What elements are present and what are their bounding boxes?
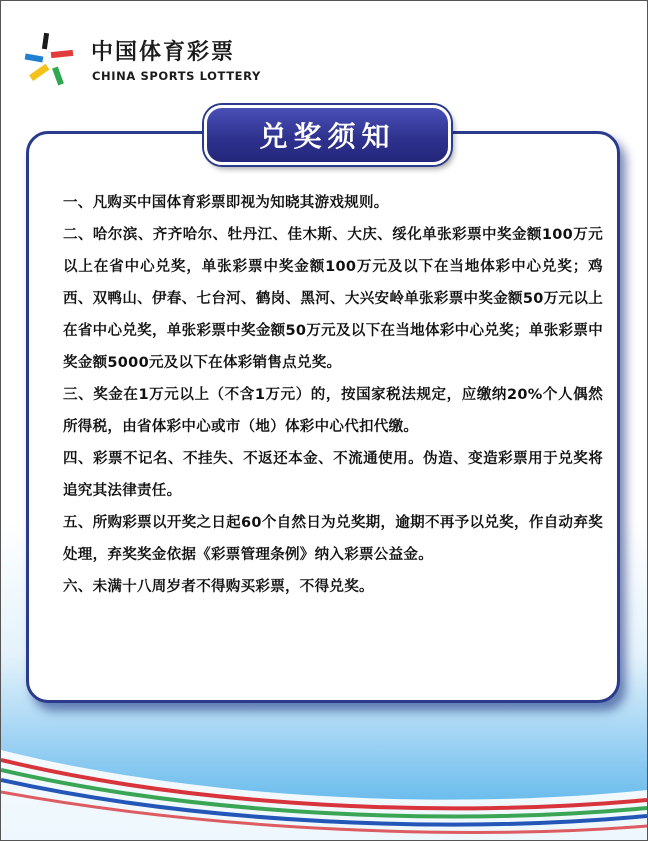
lottery-star-icon bbox=[21, 31, 77, 87]
china-sports-lottery-logo bbox=[21, 29, 281, 89]
rule-item: 五、所购彩票以开奖之日起60个自然日为兑奖期，逾期不再予以兑奖，作自动弃奖处理，弃奖奖金依据《彩票管理条例》纳入彩票公益金。 bbox=[63, 515, 603, 563]
rules-list bbox=[63, 187, 603, 603]
rule-item: 三、奖金在1万元以上（不含1万元）的，按国家税法规定，应缴纳20%个人偶然所得税，由省体彩中心或市（地）体彩中心代扣代缴。 bbox=[63, 387, 603, 435]
rule-item: 六、未满十八周岁者不得购买彩票，不得兑奖。 bbox=[63, 579, 374, 595]
rule-item: 四、彩票不记名、不挂失、不返还本金、不流通使用。伪造、变造彩票用于兑奖将追究其法律责任。 bbox=[63, 451, 603, 499]
notice-title: 兑奖须知 bbox=[204, 105, 451, 165]
logo-chinese-name: 中国体育彩票 bbox=[91, 40, 236, 65]
logo-english-name: CHINA SPORTS LOTTERY bbox=[92, 69, 261, 83]
decorative-stripes bbox=[1, 730, 647, 840]
rule-item: 一、凡购买中国体育彩票即视为知晓其游戏规则。 bbox=[63, 195, 389, 211]
rule-item: 二、哈尔滨、齐齐哈尔、牡丹江、佳木斯、大庆、绥化单张彩票中奖金额100万元以上在省中心兑奖，单张彩票中奖金额100万元及以下在当地体彩中心兑奖；鸡西、双鸭山、伊春、七台河、鹤岗、黑河、大兴安岭单张彩票中奖金额50万元以上在省中心兑奖，单张彩票中奖金额50万元及以下在当地体彩中心兑奖；单张彩票中奖金额5000元及以下在体彩销售点兑奖。 bbox=[63, 227, 603, 371]
